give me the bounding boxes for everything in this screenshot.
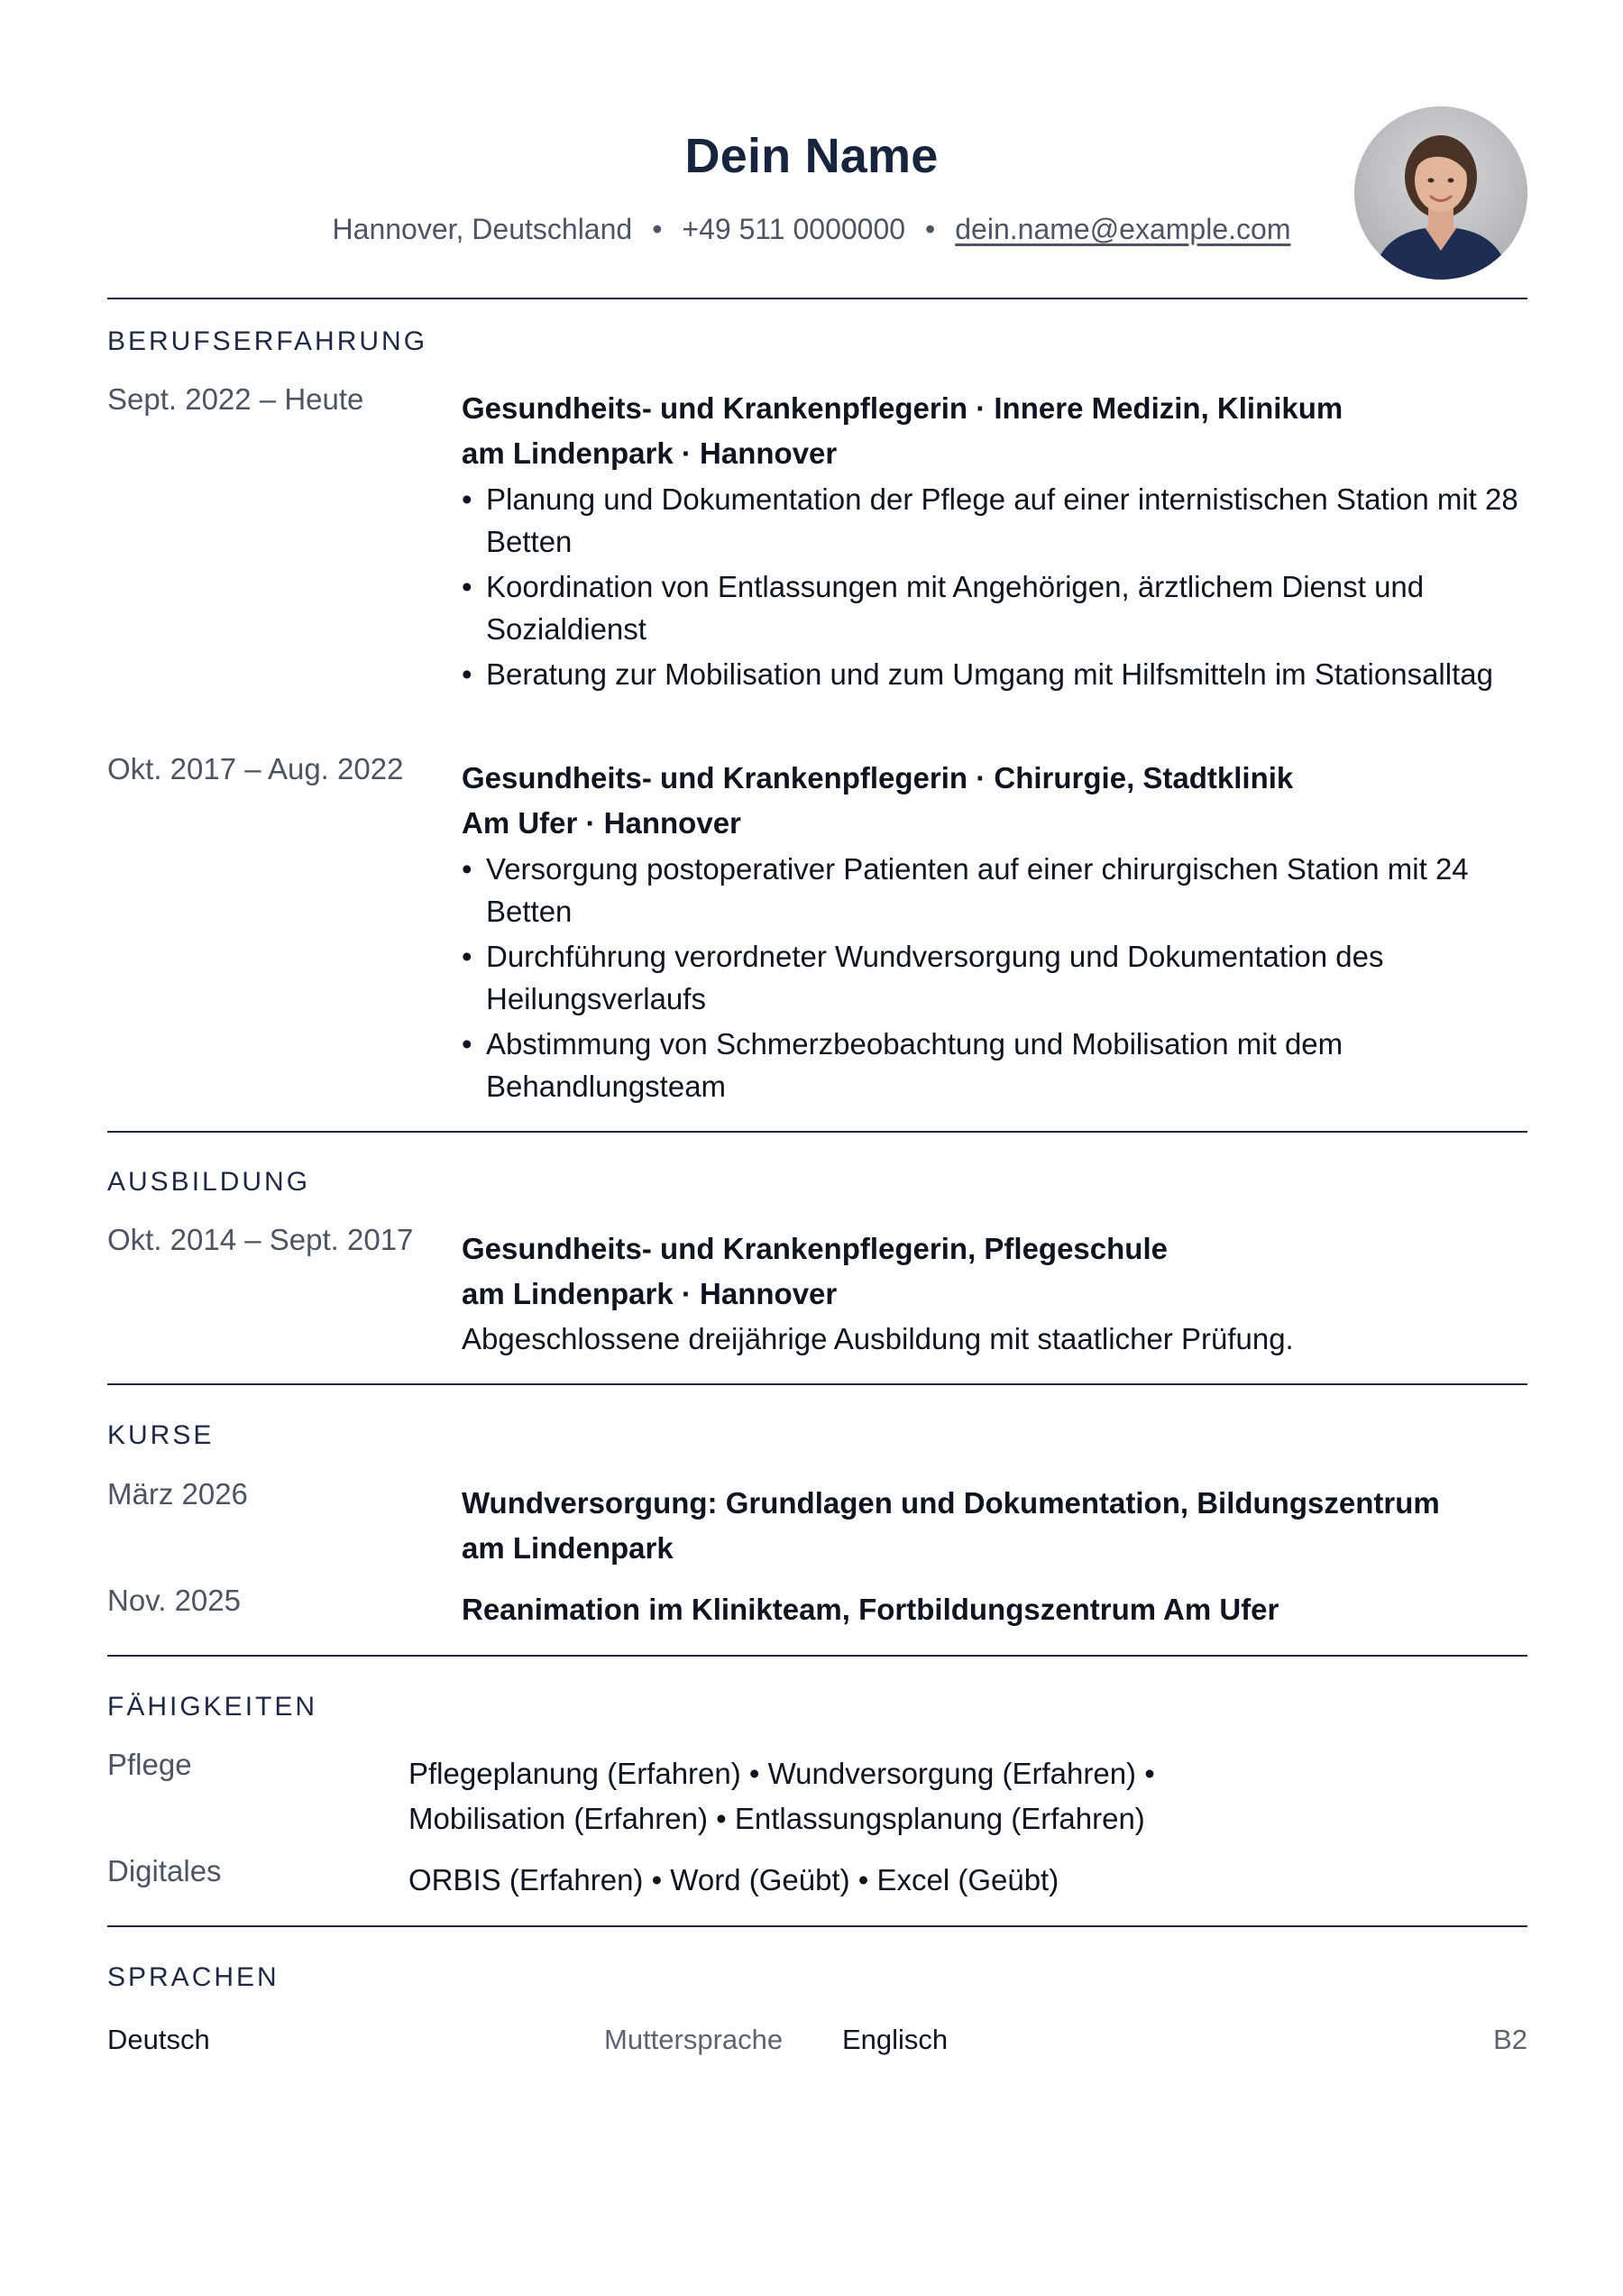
language-level: B2: [1493, 2024, 1527, 2055]
bullet-item: • Durchführung verordneter Wundversorgung und Dokumentation des Heilungsverlaufs: [462, 935, 1527, 1020]
entry-date: Nov. 2025: [107, 1584, 241, 1617]
entry-role-line: Gesundheits- und Krankenpflegerin · Innere Medizin, Klinikum: [462, 391, 1343, 425]
skill-label: Pflege: [107, 1748, 192, 1781]
language-name: Englisch: [842, 2024, 949, 2055]
entry-role: [462, 1226, 1527, 1317]
entry-role-line: Gesundheits- und Krankenpflegerin · Chirurgie, Stadtklinik: [462, 761, 1294, 794]
divider: [107, 1383, 1527, 1385]
entry-date: März 2026: [107, 1477, 248, 1511]
avatar: [1354, 106, 1527, 280]
email-link[interactable]: dein.name@example.com: [955, 213, 1291, 245]
phone: +49 511 0000000: [682, 213, 906, 245]
entry-role-line: Wundversorgung: Grundlagen und Dokumentation, Bildungszentrum: [462, 1486, 1440, 1520]
skill-value: [408, 1858, 1310, 1903]
entry-content: [462, 1481, 1527, 1571]
entry-content: [462, 1226, 1527, 1362]
section-title-languages: SPRACHEN: [107, 1962, 280, 1992]
bullet-item: • Versorgung postoperativer Patienten auf einer chirurgischen Station mit 24 Betten: [462, 848, 1527, 932]
entry-bullets: [462, 848, 1527, 1107]
divider: [107, 1131, 1527, 1133]
divider: [107, 298, 1527, 299]
section-title-skills: FÄHIGKEITEN: [107, 1692, 318, 1722]
entry-date: Okt. 2014 – Sept. 2017: [107, 1223, 414, 1256]
profile-photo-icon: [1354, 106, 1527, 280]
bullet-item: • Beratung zur Mobilisation und zum Umgang mit Hilfsmitteln im Stationsalltag: [462, 653, 1527, 695]
section-title-education: AUSBILDUNG: [107, 1167, 311, 1197]
skill-line: Pflegeplanung (Erfahren) • Wundversorgung (Erfahren) •: [408, 1757, 1155, 1790]
skill-value: [408, 1751, 1310, 1841]
language-level: Muttersprache: [604, 2024, 784, 2055]
bullet-item: • Abstimmung von Schmerzbeobachtung und Mobilisation mit dem Behandlungsteam: [462, 1023, 1527, 1107]
entry-role: [462, 1481, 1527, 1571]
contact-separator: •: [925, 213, 936, 245]
divider: [107, 1925, 1527, 1927]
entry-role-line: am Lindenpark: [462, 1531, 674, 1565]
divider: [107, 1655, 1527, 1657]
entry-bullets: [462, 478, 1527, 695]
entry-description: Abgeschlossene dreijährige Ausbildung mit staatlicher Prüfung.: [462, 1322, 1294, 1355]
entry-role-line: am Lindenpark · Hannover: [462, 1277, 838, 1310]
entry-content: [462, 1587, 1527, 1632]
skill-label: Digitales: [107, 1854, 222, 1887]
contact-separator: •: [652, 213, 663, 245]
entry-role-line: am Lindenpark · Hannover: [462, 436, 838, 470]
section-title-experience: BERUFSERFAHRUNG: [107, 326, 428, 356]
entry-role-line: Gesundheits- und Krankenpflegerin, Pflegeschule: [462, 1232, 1168, 1265]
location: Hannover, Deutschland: [332, 213, 633, 245]
candidate-name: Dein Name: [684, 129, 939, 183]
entry-role: [462, 1587, 1527, 1632]
language-name: Deutsch: [107, 2024, 210, 2055]
entry-date: Okt. 2017 – Aug. 2022: [107, 752, 404, 785]
entry-role-line: Reanimation im Klinikteam, Fortbildungszentrum Am Ufer: [462, 1593, 1279, 1626]
entry-content: [462, 756, 1527, 1110]
bullet-item: • Koordination von Entlassungen mit Angehörigen, ärztlichem Dienst und Sozialdienst: [462, 565, 1527, 650]
entry-role: [462, 756, 1527, 846]
entry-date: Sept. 2022 – Heute: [107, 382, 364, 416]
entry-role: [462, 386, 1527, 476]
section-title-courses: KURSE: [107, 1420, 215, 1450]
entry-content: [462, 386, 1527, 698]
skill-line: ORBIS (Erfahren) • Word (Geübt) • Excel (Geübt): [408, 1863, 1059, 1896]
bullet-item: • Planung und Dokumentation der Pflege auf einer internistischen Station mit 28 Betten: [462, 478, 1527, 563]
entry-role-line: Am Ufer · Hannover: [462, 806, 741, 840]
skill-line: Mobilisation (Erfahren) • Entlassungsplanung (Erfahren): [408, 1802, 1145, 1835]
